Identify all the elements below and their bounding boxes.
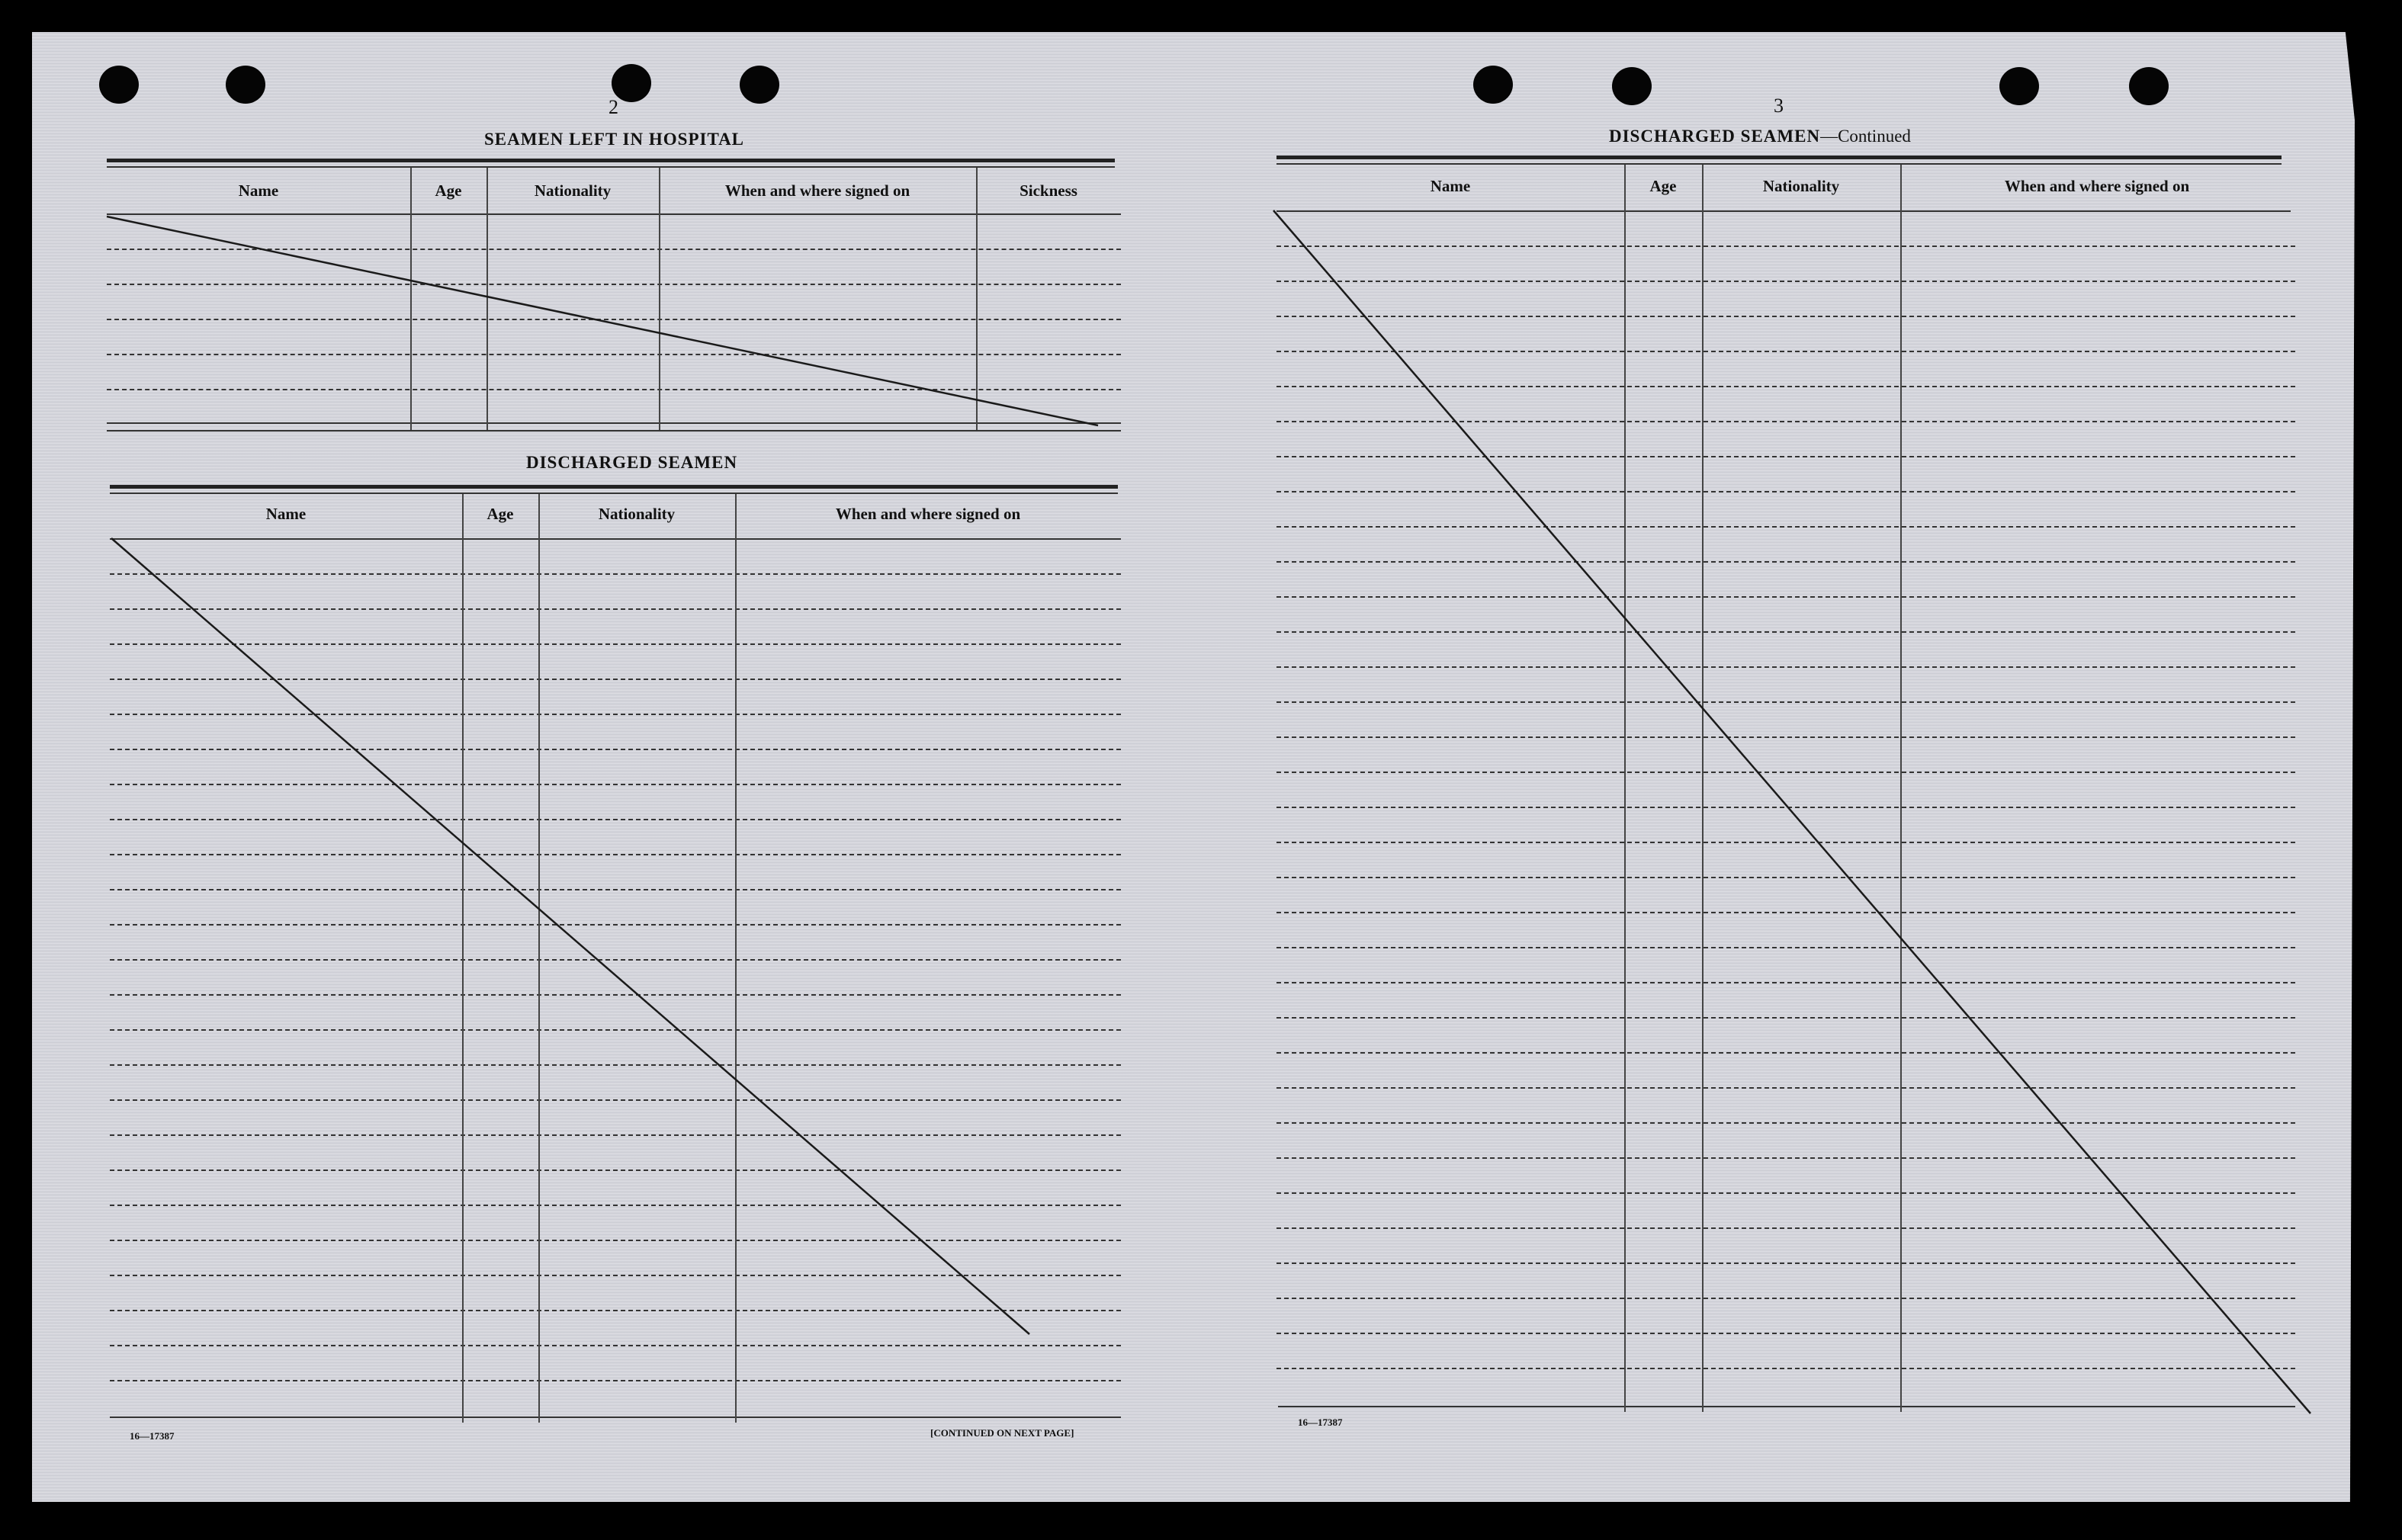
column-header-name: Name bbox=[238, 181, 279, 200]
page-number-left: 2 bbox=[609, 96, 618, 118]
column-header-sickness: Sickness bbox=[1020, 181, 1077, 200]
title-main: DISCHARGED SEAMEN bbox=[1609, 127, 1821, 146]
column-header-nationality: Nationality bbox=[534, 181, 612, 200]
page-number-right: 3 bbox=[1774, 95, 1784, 117]
column-header-age: Age bbox=[435, 181, 462, 200]
column-header-age: Age bbox=[487, 505, 514, 523]
column-header-signed-on: When and where signed on bbox=[724, 181, 910, 200]
discharged-section-title: DISCHARGED SEAMEN bbox=[526, 453, 738, 472]
title-suffix: —Continued bbox=[1820, 127, 1911, 146]
hospital-section-title: SEAMEN LEFT IN HOSPITAL bbox=[484, 130, 745, 149]
strike-line-discharged-right bbox=[1273, 210, 2310, 1413]
form-number-right: 16—17387 bbox=[1298, 1416, 1343, 1428]
column-header-nationality: Nationality bbox=[598, 505, 676, 523]
column-header-age: Age bbox=[1649, 177, 1677, 195]
continued-note: [CONTINUED ON NEXT PAGE] bbox=[930, 1427, 1074, 1439]
strike-line-hospital bbox=[107, 217, 1098, 425]
column-header-name: Name bbox=[1430, 177, 1471, 195]
column-header-nationality: Nationality bbox=[1762, 177, 1840, 195]
column-header-signed-on: When and where signed on bbox=[835, 505, 1021, 523]
strike-line-discharged-left bbox=[111, 538, 1029, 1334]
column-header-signed-on: When and where signed on bbox=[2004, 177, 2190, 195]
column-header-name: Name bbox=[265, 505, 307, 523]
form-number-left: 16—17387 bbox=[130, 1430, 175, 1442]
